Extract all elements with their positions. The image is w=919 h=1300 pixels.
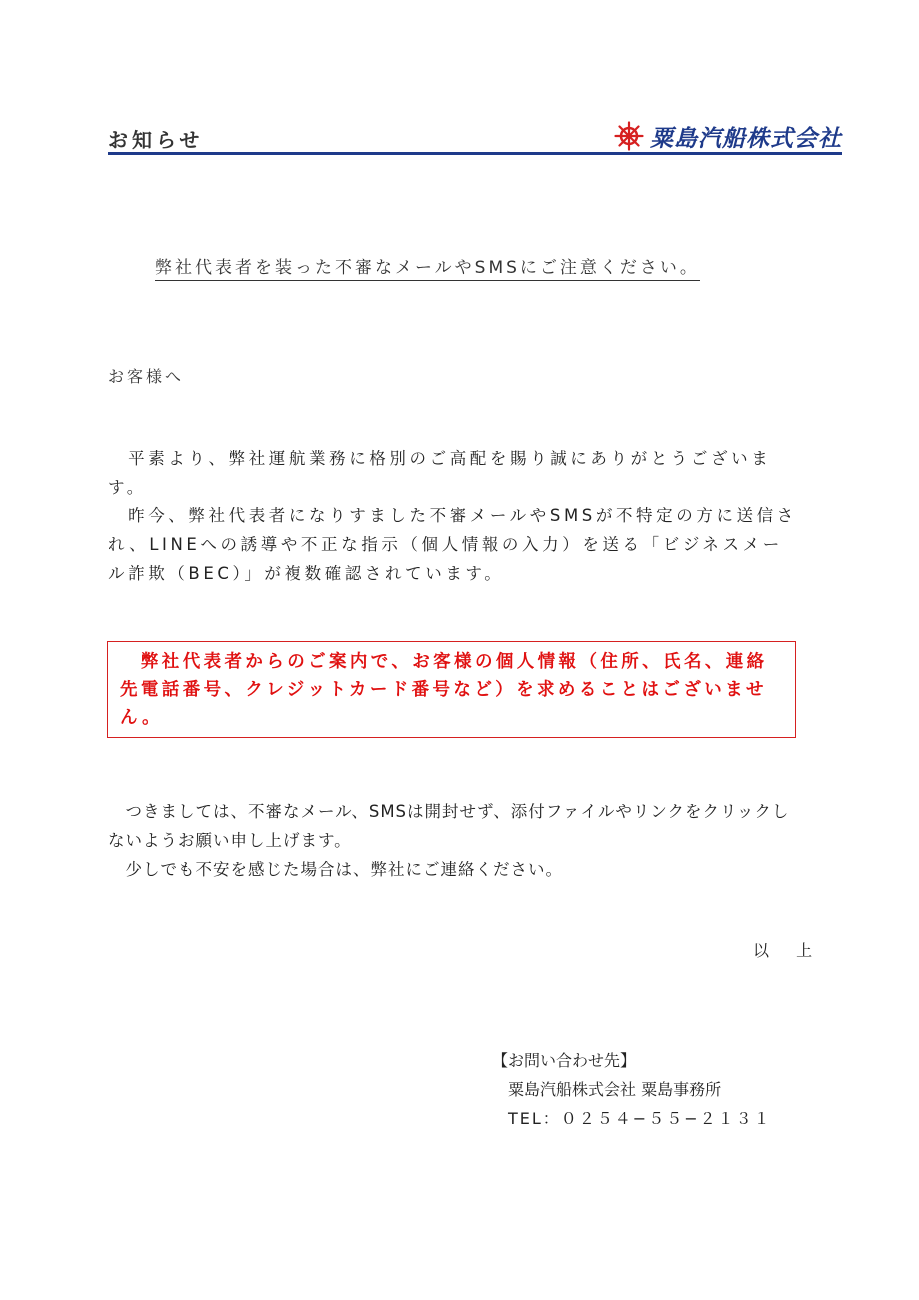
fraud-description-paragraph: 昨今、弊社代表者になりすました不審メールやSMSが不特定の方に送信され、LINEへの誘導や不正な指示（個人情報の入力）を送る「ビジネスメール詐欺（BEC）」が複数確認されています。 — [108, 506, 797, 583]
ship-wheel-icon — [614, 121, 644, 151]
contact-block — [492, 1046, 772, 1133]
company-name: 粟島汽船株式会社 — [650, 125, 842, 152]
page-title: お知らせ — [108, 128, 204, 152]
salutation: お客様へ — [108, 367, 185, 386]
closing-mark: 以 上 — [753, 941, 815, 960]
contact-request-paragraph: 少しでも不安を感じた場合は、弊社にご連絡ください。 — [108, 860, 563, 879]
greeting-paragraph: 平素より、弊社運航業務に格別のご高配を賜り誠にありがとうございます。 — [108, 449, 772, 497]
company-brand — [614, 120, 842, 152]
warning-box — [107, 641, 796, 738]
contact-office: 粟島汽船株式会社 粟島事務所 — [508, 1080, 722, 1099]
contact-phone: TEL：０２５４−５５−２１３１ — [508, 1109, 772, 1128]
header — [108, 120, 842, 154]
contact-heading: 【お問い合わせ先】 — [492, 1051, 637, 1070]
notice-subject: 弊社代表者を装った不審なメールやSMSにご注意ください。 — [155, 253, 700, 281]
header-divider — [108, 152, 842, 155]
request-paragraph: つきましては、不審なメール、SMSは開封せず、添付ファイルやリンクをクリックしないようお願い申し上げます。 — [108, 802, 790, 850]
warning-text: 弊社代表者からのご案内で、お客様の個人情報（住所、氏名、連絡先電話番号、クレジットカード番号など）を求めることはございません。 — [120, 652, 768, 728]
